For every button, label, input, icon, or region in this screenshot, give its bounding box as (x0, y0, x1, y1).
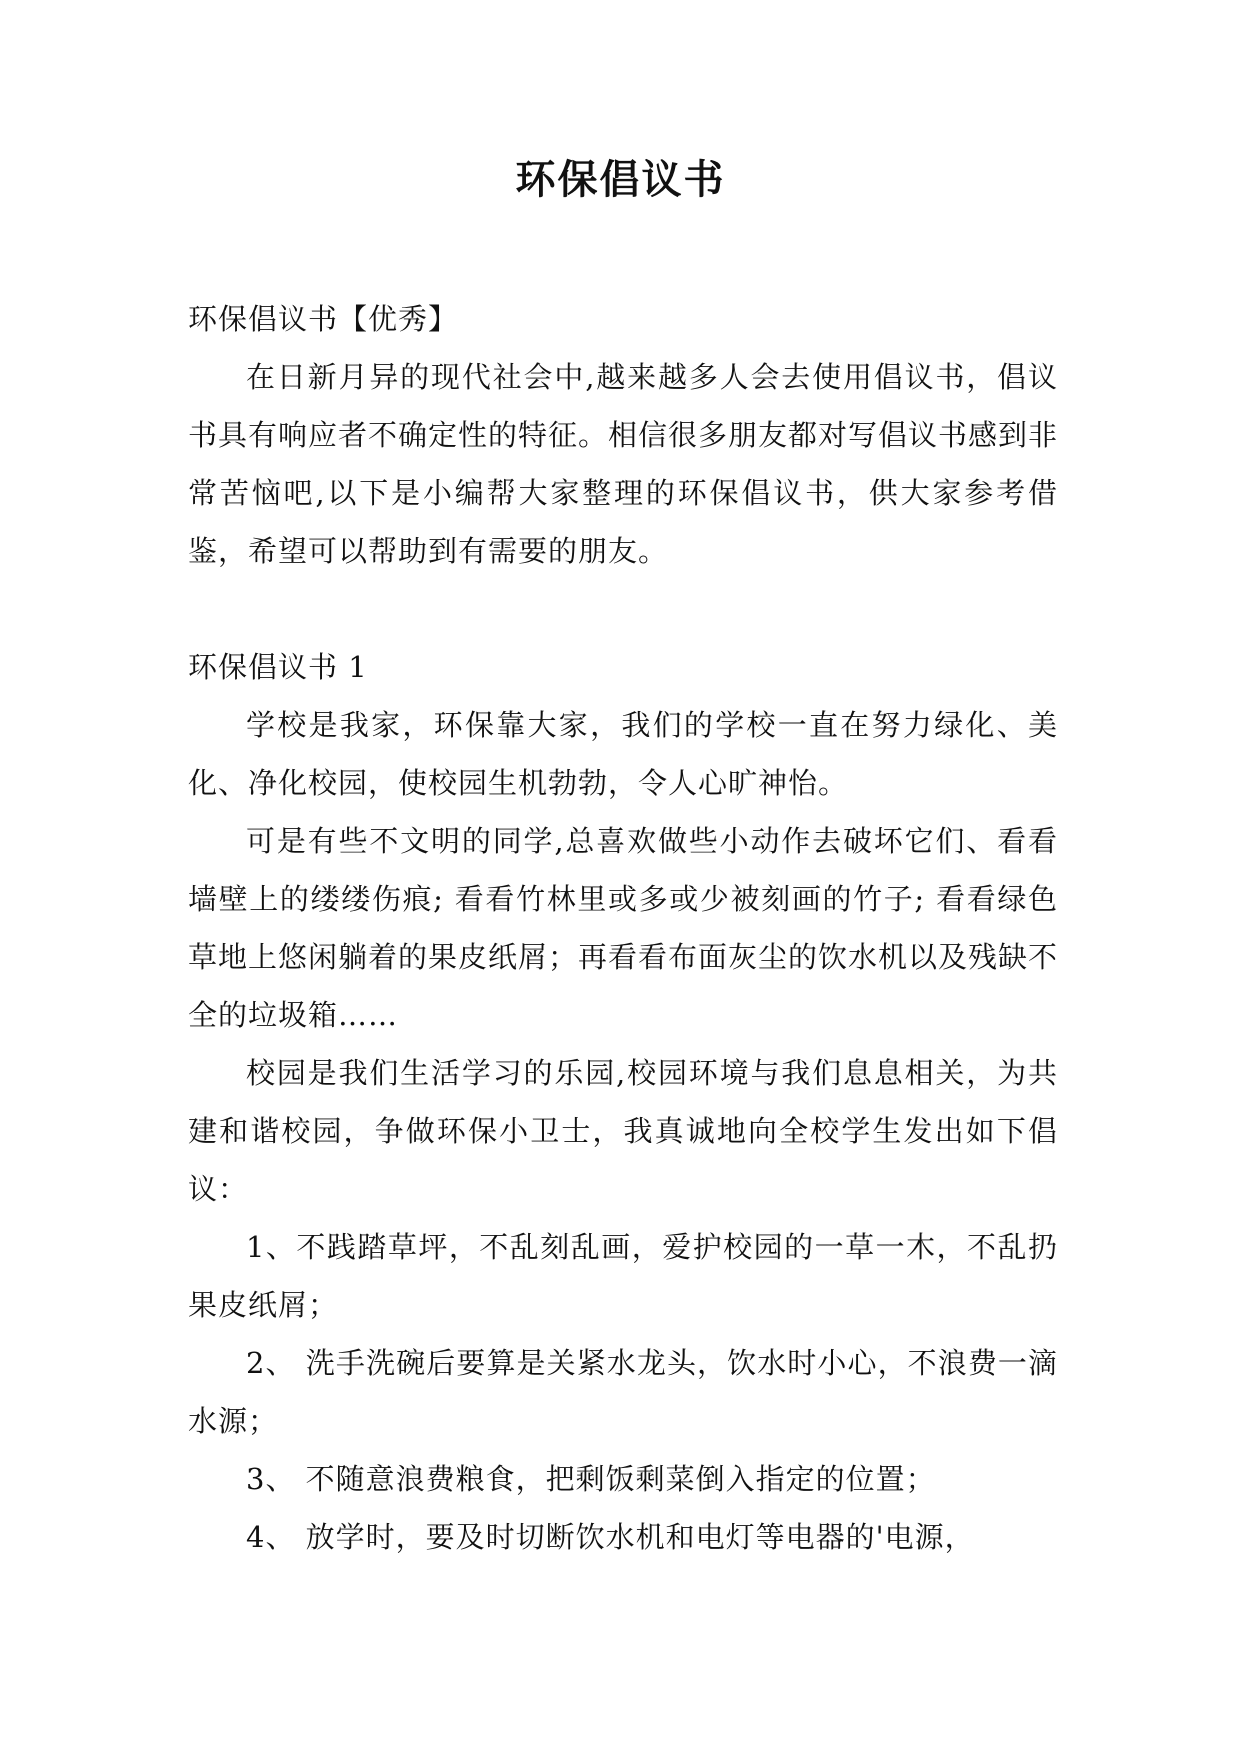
proposal-item: 3、 不随意浪费粮食，把剩饭剩菜倒入指定的位置； (246, 1462, 936, 1496)
intro-paragraph: 在日新月异的现代社会中,越来越多人会去使用倡议书，倡议书具有响应者不确定性的特征。相信很多朋友都对写倡议书感到非常苦恼吧,以下是小编帮大家整理的环保倡议书，供大家参考借鉴，希望可以帮助到有需要的朋友。 (188, 360, 1059, 568)
proposal-item: 2、 洗手洗碗后要算是关紧水龙头，饮水时小心，不浪费一滴水源； (188, 1346, 1058, 1438)
proposal-item: 1、不践踏草坪，不乱刻乱画，爱护校园的一草一木，不乱扔果皮纸屑； (188, 1230, 1058, 1322)
proposal-item: 4、 放学时，要及时切断饮水机和电灯等电器的'电源， (246, 1520, 975, 1554)
section1-paragraph: 可是有些不文明的同学,总喜欢做些小动作去破坏它们、看看墙壁上的缕缕伤痕; 看看竹林里或多或少被刻画的竹子; 看看绿色草地上悠闲躺着的果皮纸屑；再看看布面灰尘的饮水机以及残缺不全的垃圾箱…… (188, 824, 1059, 1032)
section-spacer (188, 580, 1058, 638)
section1-heading: 环保倡议书 1 (188, 650, 368, 684)
section1-paragraph: 校园是我们生活学习的乐园,校园环境与我们息息相关，为共建和谐校园，争做环保小卫士，我真诚地向全校学生发出如下倡议： (188, 1056, 1058, 1206)
document-title: 环保倡议书 (515, 157, 726, 203)
intro-heading: 环保倡议书【优秀】 (188, 302, 459, 336)
section1-paragraph: 学校是我家，环保靠大家，我们的学校一直在努力绿化、美化、净化校园，使校园生机勃勃，令人心旷神怡。 (188, 708, 1058, 800)
document-body (188, 290, 1058, 1566)
